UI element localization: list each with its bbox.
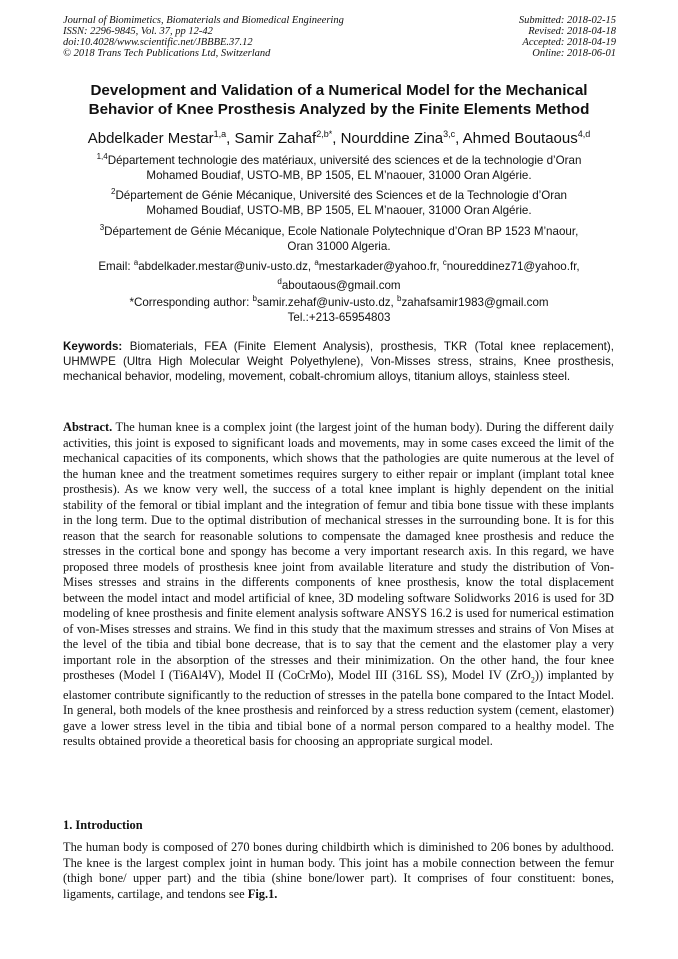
keywords-paragraph [63,339,614,384]
affiliation-line: Département technologie des matériaux, université des sciences et de la technologie d’Oran [107,153,582,167]
affiliation-line: Département de Génie Mécanique, Ecole Nationale Polytechnique d’Oran BP 1523 M’naour, [104,224,579,238]
affiliation-line: Mohamed Boudiaf, USTO-MB, BP 1505, EL M’naouer, 31000 Oran Algérie. [146,203,532,217]
keywords-label: Keywords: [63,340,123,353]
affiliation-sup: 2 [110,187,116,196]
journal-name: Journal of Biomimetics, Biomaterials and Biomedical Engineering [63,15,344,26]
date-accepted: Accepted: 2018-04-19 [522,37,616,48]
author-name: Nourddine Zina [340,130,444,147]
email-sup: c [442,258,447,267]
abstract-subscript: 2 [530,675,535,685]
figure-reference[interactable]: Fig.1. [247,886,278,901]
title-line-1: Development and Validation of a Numerical Model for the Mechanical [90,82,588,99]
date-online: Online: 2018-06-01 [532,48,616,59]
introduction-text: The human body is composed of 270 bones during childbirth which is diminished to 206 bones by adulthood. The knee is the largest complex joint in human body. This joint has a mobile connection between the femur (thigh bone/ upper part) and the tibia (shine bone/lower part). It comprises of four constituent: bones, ligaments, cartilage, and tendons see [63,840,614,901]
author-sep: , [455,130,463,147]
section-heading-introduction: 1. Introduction [63,818,143,832]
journal-info [63,15,344,59]
email-sup: b [397,294,402,303]
journal-doi: doi:10.4028/www.scientific.net/JBBBE.37.12 [63,37,253,48]
affiliation-sup: 3 [99,223,105,232]
affiliation-2 [60,184,618,218]
email-link[interactable]: zahafsamir1983@gmail.com [401,295,549,309]
journal-copyright: © 2018 Trans Tech Publications Ltd, Switzerland [63,48,271,59]
email-link[interactable]: samir.zehaf@univ-usto.dz, [257,295,398,309]
affiliation-line: Mohamed Boudiaf, USTO-MB, BP 1505, EL M’naouer, 31000 Oran Algérie. [146,168,532,182]
email-link[interactable]: noureddinez71@yahoo.fr, [446,259,580,273]
corresponding-label: *Corresponding author: [129,295,253,309]
affiliation-3 [60,220,618,254]
email-sup: a [133,258,139,267]
date-submitted: Submitted: 2018-02-15 [518,15,616,26]
email-sup: d [277,276,282,286]
journal-issn: ISSN: 2296-9845, Vol. 37, pp 12-42 [63,26,213,37]
author-sup: 1,a [213,129,227,139]
email-link[interactable]: mestarkader@yahoo.fr, [318,259,443,273]
affiliation-line: Oran 31000 Algeria. [287,239,391,253]
author-sep: , [226,130,235,147]
email-sup: a [314,258,319,267]
corresponding-author [60,291,618,325]
keywords-text: Biomaterials, FEA (Finite Element Analysis), prosthesis, TKR (Total knee replacement), UHMWPE (Ultra High Molecular Weight Polyethylene), Von-Misses stress, strains, Knee prosthesis, mechanical behavior, modeling, movement, cobalt-chromium alloys, titanium alloys, stainless steel. [63,340,614,383]
author-sup: 2,b* [316,129,333,139]
affiliation-line: Département de Génie Mécanique, Université des Sciences et de la Technologie d’Oran [115,188,567,202]
author-sup: 3,c [443,129,456,139]
affiliation-sup: 1,4 [96,152,108,161]
author-name: Samir Zahaf [234,130,317,147]
abstract-paragraph [63,420,614,750]
date-revised: Revised: 2018-04-18 [528,26,616,37]
introduction-paragraph [63,840,614,902]
abstract-text: The human knee is a complex joint (the largest joint of the human body). During the different daily activities, this joint is exposed to significant loads and movements, may in some cases exceed the limit of the mechanical capacities of its components, which shows that the pathologies are quite numerous at the level of the human knee and the treatment sometimes requires surgery to either repair or implant (implant total knee prosthesis). As we know very well, the success of a total knee implant is highly dependent on the initial stability of the femoral or tibial implant and the integration of femur and tibia bone tissue with these implants in the long term. Due to the optimal distribution of mechanical stresses in the surrounding bone. It is for this reason that the search for reasonable solutions to compensate the damaged knee prosthesis and reduce the stresses in the cortical bone and spongy has become a very important research axis. In this regard, we have proposed three models of prosthesis knee joint from available literature and study the distribution of Von-Mises stresses and strains in the differents components of knee prosthesis, know the total displacement between the model intact and model artificial of knee, 3D modeling software Solidworks 2016 is used for 3D modeling of knee prosthesis and finite element analysis software ANSYS 16.2 is used for numerical estimation of von-Mises stresses and strains. We find in this study that the maximum stresses and strains of Von Mises at the level of the tibia and tibial bone decrease, that is to say that the cement and the elastomer play a very important role in the absorption of the stresses and their minimization. On the other hand, the four knee prostheses (Model I (Ti6Al4V), Model II (CoCrMo), Model III (316L SS), Model IV (ZrO [63,420,614,682]
author-list [20,125,658,148]
author-name: Abdelkader Mestar [87,130,214,147]
email-block [60,255,618,293]
publication-dates [519,15,616,59]
email-sup: b [252,294,257,303]
author-sup: 4,d [577,129,591,139]
email-label: Email: [98,259,134,273]
telephone: Tel.:+213-65954803 [287,310,391,324]
email-link[interactable]: aboutaous@gmail.com [281,278,401,292]
author-sep: , [332,130,341,147]
affiliation-1 [60,149,618,183]
paper-title [40,81,638,119]
abstract-label: Abstract. [63,420,113,434]
abstract-text: )) implanted by elastomer contribute significantly to the reduction of stresses in the patella bone compared to the Intact Model. In general, both models of the knee prosthesis and reinforced by a stress reduction system (cement, elastomer) gave a lower stress level in the tibia and tibial bone of a normal person compared to a healthy model. The results obtained provide a theoretical basis for choosing an appropriate surgical model. [63,668,615,749]
email-link[interactable]: abdelkader.mestar@univ-usto.dz, [138,259,315,273]
title-line-2: Behavior of Knee Prosthesis Analyzed by the Finite Elements Method [88,101,590,118]
author-name: Ahmed Boutaous [462,130,578,147]
